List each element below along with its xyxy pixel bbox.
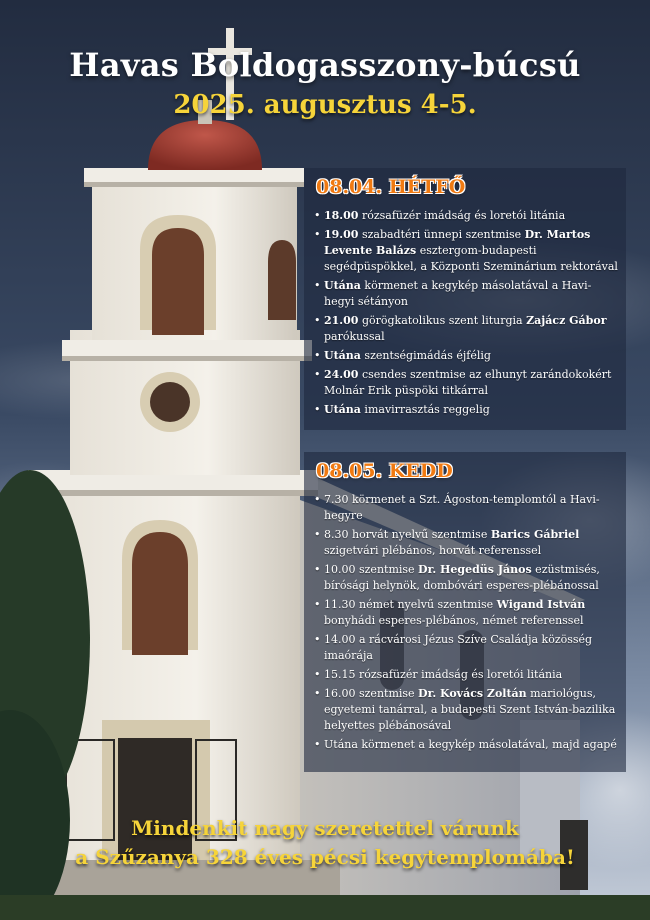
list-item: • 16.00 szentmise Dr. Kovács Zoltán mariológus, egyetemi tanárral, a budapesti Szent István-bazilika helyettes plébánosával	[314, 687, 616, 732]
bullet-icon: •	[314, 563, 321, 576]
bullet-icon: •	[314, 349, 321, 362]
footer-invitation-line-2: a Szűzanya 328 éves pécsi kegytemplomába!	[75, 845, 575, 869]
bullet-icon: •	[314, 314, 321, 327]
bullet-icon: •	[314, 403, 321, 416]
list-item: • 10.00 szentmise Dr. Hegedüs János ezüstmisés, bírósági helynök, dombóvári esperes-plébánossal	[314, 563, 600, 592]
footer-invitation-line-1: Mindenkit nagy szeretettel várunk	[131, 816, 519, 840]
bullet-icon: •	[314, 738, 321, 751]
schedule-list-monday	[312, 208, 618, 418]
list-item: • Utána imavirrasztás reggelig	[314, 403, 490, 416]
day-heading-monday: 08.04. HÉTFŐ	[316, 176, 466, 198]
bullet-icon: •	[314, 528, 321, 541]
bullet-icon: •	[314, 687, 321, 700]
list-item: • Utána körmenet a kegykép másolatával, majd agapé	[314, 738, 617, 751]
schedule-list-tuesday	[312, 492, 618, 753]
list-item: • 11.30 német nyelvű szentmise Wigand István bonyhádi esperes-plébános, német referenssel	[314, 598, 586, 627]
day-heading-tuesday: 08.05. KEDD	[316, 460, 453, 482]
schedule-panel-monday	[304, 168, 626, 430]
bullet-icon: •	[314, 668, 321, 681]
list-item: • Utána körmenet a kegykép másolatával a Havi-hegyi sétányon	[314, 279, 592, 308]
list-item: • 7.30 körmenet a Szt. Ágoston-templomtól a Havi-hegyre	[314, 493, 600, 522]
bullet-icon: •	[314, 633, 321, 646]
bullet-icon: •	[314, 368, 321, 381]
bullet-icon: •	[314, 228, 321, 241]
list-item: • 18.00 rózsafüzér imádság és loretói litánia	[314, 209, 566, 222]
event-date: 2025. augusztus 4-5.	[173, 90, 477, 120]
list-item: • 21.00 görögkatolikus szent liturgia Zajácz Gábor parókussal	[314, 314, 607, 343]
bullet-icon: •	[314, 493, 321, 506]
bullet-icon: •	[314, 279, 321, 292]
page-title: Havas Boldogasszony-búcsú	[69, 46, 581, 84]
list-item: • Utána szentségimádás éjfélig	[314, 349, 491, 362]
list-item: • 19.00 szabadtéri ünnepi szentmise Dr. Martos Levente Balázs esztergom-budapesti segédpüspökkel, a Központi Szeminárium rektorával	[314, 228, 618, 273]
list-item: • 15.15 rózsafüzér imádság és loretói litánia	[314, 668, 563, 681]
schedule-panel-tuesday	[304, 452, 626, 772]
bullet-icon: •	[314, 209, 321, 222]
list-item: • 24.00 csendes szentmise az elhunyt zarándokokért Molnár Erik püspöki titkárral	[314, 368, 612, 397]
bullet-icon: •	[314, 598, 321, 611]
list-item: • 14.00 a rácvárosi Jézus Szíve Családja közösség imaórája	[314, 633, 593, 662]
list-item: • 8.30 horvát nyelvű szentmise Barics Gábriel szigetvári plébános, horvát referenssel	[314, 528, 580, 557]
